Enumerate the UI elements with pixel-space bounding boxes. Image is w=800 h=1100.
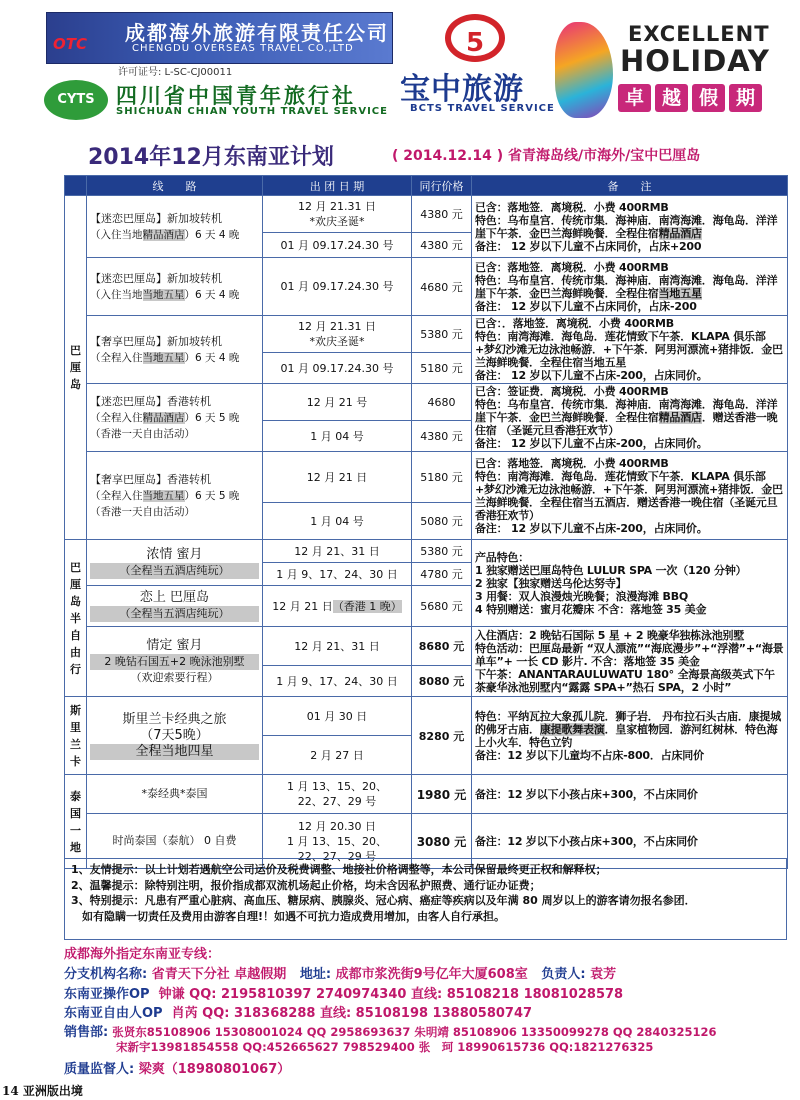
- price-cell: 8080 元: [412, 666, 472, 697]
- date-cell: 12 月 21、31 日: [263, 540, 412, 563]
- table-row: [65, 452, 788, 503]
- date-cell: 12 月 21 号: [263, 384, 412, 421]
- date-cell: 01 月 09.17.24.30 号: [263, 233, 412, 258]
- price-cell: 4680: [412, 384, 472, 421]
- price-cell: 8280 元: [412, 697, 472, 775]
- tip-line: 1、友情提示：以上计划若遇航空公司运价及税费调整、地接社价格调整等，本公司保留最终更正权和解释权；: [71, 863, 607, 876]
- region-bali-free: 巴厘岛半自由行: [65, 540, 87, 697]
- contact-free-op: 东南亚自由人OP 肖芮 QQ: 318368288 直线: 85108198 13880580747: [64, 1006, 533, 1021]
- table-row: [65, 316, 788, 353]
- price-cell: 4680 元: [412, 258, 472, 316]
- date-cell: 2 月 27 日: [263, 736, 412, 775]
- price-cell: 4380 元: [412, 233, 472, 258]
- ex-char: 期: [729, 84, 762, 112]
- date-cell: 1 月 13、15、20、 22、27、29 号: [263, 775, 412, 814]
- price-cell: 5380 元: [412, 540, 472, 563]
- date-cell: 12 月 21、31 日: [263, 627, 412, 666]
- cyts-logo-block: [44, 80, 399, 122]
- excellent-label: EXCELLENT: [628, 22, 770, 46]
- notes-cell: 已含：落地签．离境税．小费 400RMB 特色：乌布皇宫．传统市集．海神庙．南湾海滩．海龟岛．洋洋崖下午茶．金巴兰海鲜晚餐．全程住宿当地五星 备注： 12 岁以下儿童不占床同价，占床-200: [472, 258, 788, 316]
- tip-line: 2、温馨提示：除特别注明，报价指成都双流机场起止价格，均未含因私护照费、通行证办证费；: [71, 878, 541, 892]
- route-cell: 斯里兰卡经典之旅 （7天5晚） 全程当地四星: [87, 697, 263, 775]
- date-cell: 12 月 21 日: [263, 452, 412, 503]
- contact-sales: 销售部: 张贤东85108906 15308001024 QQ 2958693637 朱明靖 85108906 13350099278 QQ 2840325126: [64, 1025, 717, 1040]
- notes-cell: 已含：落地签．离境税．小费 400RMB 特色：乌布皇宫．传统市集．海神庙．南湾海滩．海龟岛．洋洋崖下午茶．金巴兰海鲜晚餐．全程住宿精品酒店 备注： 12 岁以下儿童不占床同价，占床+200: [472, 196, 788, 258]
- notes-cell: 特色：平纳瓦拉大象孤儿院．狮子岩． 丹布拉石头古庙．康提城的佛牙古庙．康提歌舞表演．皇家植物园．游河红树林．特色海上小火车．特色立钓 备注：12 岁以下儿童均不占床-800．占床同价: [472, 697, 788, 775]
- route-cell: 时尚泰国（泰航） 0 自费: [87, 814, 263, 869]
- price-cell: 5180 元: [412, 353, 472, 384]
- date-cell: 12 月 21.31 日 *欢庆圣诞*: [263, 196, 412, 233]
- license-number: 许可证号: L-SC-CJ00011: [118, 67, 233, 78]
- header-price: 同行价格: [412, 176, 472, 196]
- holiday-label: HOLIDAY: [620, 44, 770, 78]
- route-cell: *泰经典*泰国: [87, 775, 263, 814]
- otc-logo: OTC: [53, 35, 87, 53]
- page-footer: 14 亚洲版出境: [2, 1084, 83, 1098]
- route-cell: 情定 蜜月 2 晚钻石国五+2 晚泳池别墅 （欢迎索要行程）: [87, 627, 263, 697]
- header-route: 线 路: [87, 176, 263, 196]
- route-cell: 【迷恋巴厘岛】新加坡转机 （入住当地当地五星）6 天 4 晚: [87, 258, 263, 316]
- price-cell: 4380 元: [412, 196, 472, 233]
- table-row: [65, 196, 788, 233]
- notes-cell: 产品特色： 1 独家赠送巴厘岛特色 LULUR SPA 一次（120 分钟） 2 独家【独家赠送乌伦达努寺】 3 用餐：双人浪漫烛光晚餐；浪漫海滩 BBQ 4 特别赠送：蜜月花瓣床 不含：落地签 35 美金: [472, 540, 788, 627]
- header-date: 出 团 日 期: [263, 176, 412, 196]
- table-row: [65, 258, 788, 316]
- notes-cell: 备注：12 岁以下小孩占床+300，不占床同价: [472, 814, 788, 869]
- table-row: [65, 775, 788, 814]
- cyts-logo: CYTS: [44, 80, 108, 120]
- notes-cell: 已含：．落地签．离境税．小费 400RMB 特色：南湾海滩．海龟岛．莲花情致下午茶．KLAPA 俱乐部+梦幻沙滩无边泳池畅游．+下午茶．阿男河漂流+猪排饭．金巴兰海鲜晚餐．全程住宿当地五星 备注： 12 岁以下儿童不占床-200，占床同价。: [472, 316, 788, 384]
- route-cell: 【迷恋巴厘岛】新加坡转机 （入住当地精品酒店）6 天 4 晚: [87, 196, 263, 258]
- table-row: [65, 540, 788, 563]
- cots-name: 成都海外旅游有限责任公司: [125, 21, 389, 45]
- bz-name: 宝中旅游: [400, 72, 524, 107]
- title-main: 2014年12月东南亚计划: [88, 145, 334, 170]
- page-title: [0, 140, 800, 172]
- notes-cell: 已含：落地签．离境税．小费 400RMB 特色：南湾海滩．海龟岛．莲花情致下午茶．KLAPA 俱乐部+梦幻沙滩无边泳池畅游．+下午茶．阿男河漂流+猪排饭．金巴兰海鲜晚餐．全程住宿当五酒店．赠送香港一晚住宿（圣诞元旦香港狂欢节） 备注： 12 岁以下儿童不占床-200，占床同价。: [472, 452, 788, 540]
- price-cell: 5380 元: [412, 316, 472, 353]
- price-cell: 4780 元: [412, 563, 472, 586]
- date-cell: 1 月 9、17、24、30 日: [263, 563, 412, 586]
- date-cell: 1 月 9、17、24、30 日: [263, 666, 412, 697]
- price-cell: 5680 元: [412, 586, 472, 627]
- tip-line: 如有隐瞒一切责任及费用由游客自理!！如遇不可抗力造成费用增加，由客人自行承担。: [71, 909, 506, 923]
- tip-line: 3、特别提示：凡患有严重心脏病、高血压、糖尿病、胰腺炎、冠心病、癌症等疾病以及年满 80 周岁以上的游客请勿报名参团．: [71, 894, 696, 907]
- price-cell: 1980 元: [412, 775, 472, 814]
- route-cell: 【奢享巴厘岛】香港转机 （全程入住当地五星）6 天 5 晚 （香港一天自由活动）: [87, 452, 263, 540]
- date-cell: 01 月 09.17.24.30 号: [263, 353, 412, 384]
- price-cell: 3080 元: [412, 814, 472, 869]
- price-cell: 5080 元: [412, 503, 472, 540]
- notes-cell: 备注：12 岁以下小孩占床+300，不占床同价: [472, 775, 788, 814]
- route-cell: 浓情 蜜月 （全程当五酒店纯玩）: [87, 540, 263, 586]
- region-thailand: 泰国一地: [65, 775, 87, 869]
- date-cell: 1 月 04 号: [263, 503, 412, 540]
- route-cell: 恋上 巴厘岛 （全程当五酒店纯玩）: [87, 586, 263, 627]
- contact-op: 东南亚操作OP 钟谦 QQ: 2195810397 2740974340 直线: 85108218 18081028578: [64, 987, 624, 1002]
- date-cell: 12 月 20.30 日 1 月 13、15、20、 22、27、29 号: [263, 814, 412, 869]
- notes-cell: 已含：签证费．离境税．小费 400RMB 特色：乌布皇宫．传统市集．海神庙．南湾海滩．海龟岛．洋洋崖下午茶．金巴兰海鲜晚餐．全程住宿精品酒店．赠送香港一晚住宿 （圣诞元旦香港狂欢节） 备注： 12 岁以下儿童不占床-200，占床同价。: [472, 384, 788, 452]
- ex-char: 卓: [618, 84, 651, 112]
- ex-char: 假: [692, 84, 725, 112]
- cots-logo-banner: [46, 12, 393, 64]
- cots-en-name: CHENGDU OVERSEAS TRAVEL CO.,LTD: [132, 43, 354, 54]
- route-cell: 【奢享巴厘岛】新加坡转机 （全程入住当地五星）6 天 4 晚: [87, 316, 263, 384]
- excellent-holiday-logo-mark: [555, 22, 613, 118]
- price-cell: 4380 元: [412, 421, 472, 452]
- itinerary-table: [64, 175, 788, 869]
- bz-en-name: BCTS TRAVEL SERVICE: [410, 103, 555, 114]
- header: [0, 0, 800, 135]
- price-cell: 5180 元: [412, 452, 472, 503]
- cyts-en-name: SHICHUAN CHIAN YOUTH TRAVEL SERVICE: [116, 106, 388, 117]
- date-cell: 1 月 04 号: [263, 421, 412, 452]
- table-row: [65, 384, 788, 421]
- price-cell: 8680 元: [412, 627, 472, 666]
- contact-sales-2: 宋新宇13981854558 QQ:452665627 798529400 张 珂 18990615736 QQ:1821276325: [116, 1040, 654, 1054]
- table-row: [65, 627, 788, 666]
- region-bali: 巴厘岛: [65, 196, 87, 540]
- title-sub: ( 2014.12.14 ) 省青海岛线/市海外/宝中巴厘岛: [392, 148, 701, 164]
- notes-cell: 入住酒店：2 晚钻石国际 5 星 + 2 晚豪华独栋泳池别墅 特色活动：巴厘岛最新 “双人漂流”“海底漫步”+“浮潜”+“海景单车”+ 一长 CD 影片. 不含：落地签 35 美金 下午茶：ANANTARAULUWATU 180° 全海景高级英式下午茶豪华泳池别墅内“露露 SPA+”热石 SPA，2 小时”: [472, 627, 788, 697]
- ex-char: 越: [655, 84, 688, 112]
- cyts-name: 四川省中国青年旅行社: [116, 84, 356, 108]
- table-row: [65, 697, 788, 736]
- bz-logo: 5: [445, 14, 505, 62]
- date-cell: 12 月 21.31 日 *欢庆圣诞*: [263, 316, 412, 353]
- date-cell: 01 月 09.17.24.30 号: [263, 258, 412, 316]
- region-srilanka: 斯里兰卡: [65, 697, 87, 775]
- header-notes: 备 注: [472, 176, 788, 196]
- table-header-row: [65, 176, 788, 196]
- route-cell: 【迷恋巴厘岛】香港转机 （全程入住精品酒店）6 天 5 晚 （香港一天自由活动）: [87, 384, 263, 452]
- contact-heading: 成都海外指定东南亚专线：: [64, 947, 221, 962]
- contact-quality: 质量监督人: 梁爽（18980801067）: [64, 1062, 291, 1077]
- excellent-holiday-chars: [618, 84, 762, 112]
- date-cell: 12 月 21 日（香港 1 晚）: [263, 586, 412, 627]
- date-cell: 01 月 30 日: [263, 697, 412, 736]
- tips-box: [64, 858, 787, 940]
- header-cell-blank: [65, 176, 87, 196]
- contact-branch: 分支机构名称: 省青天下分社 卓越假期 地址: 成都市浆洗街9号亿年大厦608室 负责人: 袁芳: [64, 967, 617, 982]
